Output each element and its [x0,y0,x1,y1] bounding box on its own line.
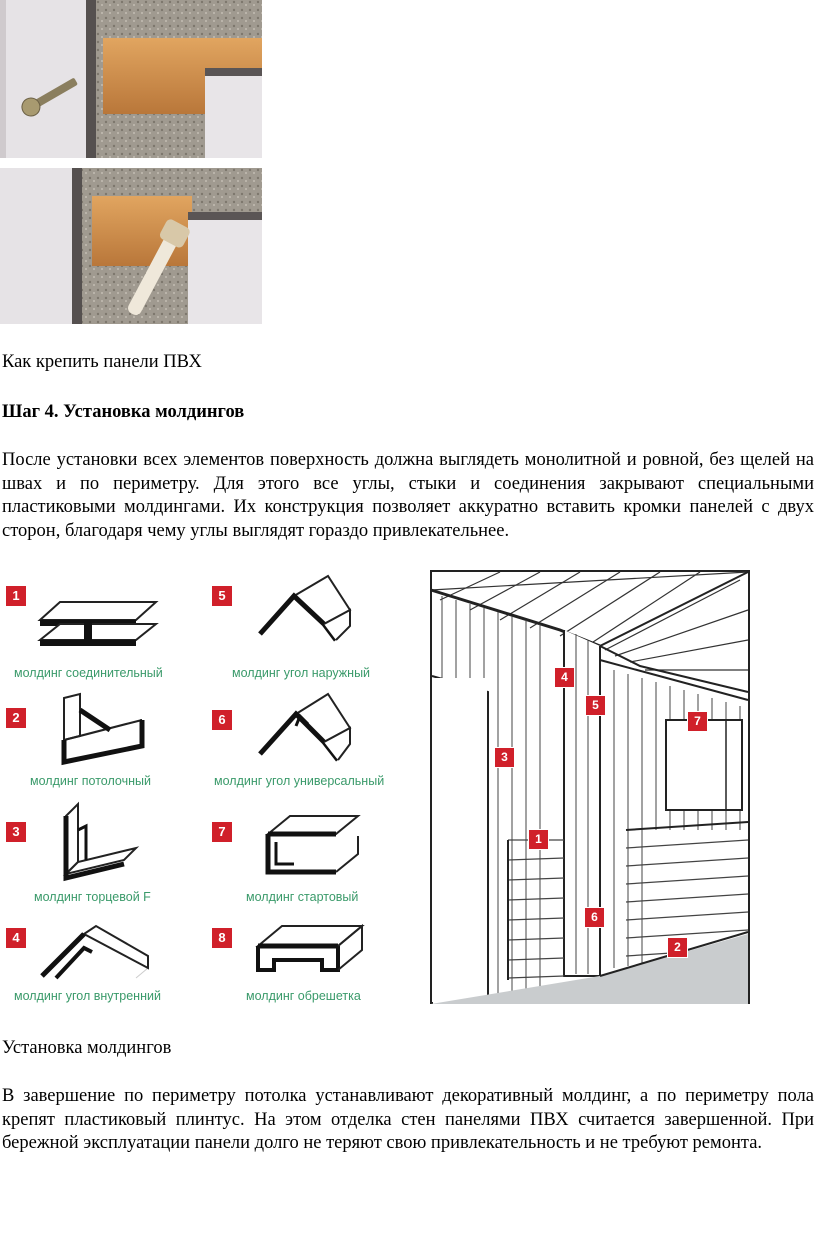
molding-label-1: молдинг соединительный [14,666,163,680]
molding-inner-corner-icon [36,922,156,986]
molding-badge-1: 1 [6,586,26,606]
room-marker-5: 5 [585,695,606,716]
room-marker-4: 4 [554,667,575,688]
molding-label-3: молдинг торцевой F [34,890,151,904]
molding-label-5: молдинг угол наружный [232,666,371,680]
room-marker-1: 1 [528,829,549,850]
molding-end-f-icon [60,800,140,882]
molding-badge-7: 7 [212,822,232,842]
molding-label-8: молдинг обрешетка [246,989,361,1003]
room-marker-3: 3 [494,747,515,768]
molding-universal-corner-icon [256,690,356,774]
molding-badge-5: 5 [212,586,232,606]
molding-badge-2: 2 [6,708,26,728]
room-marker-6: 6 [584,907,605,928]
molding-outer-corner-icon [256,574,356,654]
molding-starter-icon [262,812,366,882]
molding-batten-icon [252,918,368,982]
photo-screw-fixing [0,0,262,158]
room-marker-7: 7 [687,711,708,732]
molding-label-7: молдинг стартовый [246,890,359,904]
molding-badge-3: 3 [6,822,26,842]
molding-label-6: молдинг угол универсальный [214,774,385,788]
molding-ceiling-icon [40,690,150,770]
photo-stapler-fixing [0,168,262,324]
room-installation-illustration [430,570,750,1004]
molding-label-4: молдинг угол внутренний [14,989,161,1003]
paragraph-conclusion: В завершение по периметру потолка устанавливают декоративный молдинг, а по периметру пола крепят пластиковый плинтус. На этом отделка стен панелями ПВХ считается завершенной. При бережной эксплуатации панели долго не теряют свою привлекательность и не требуют ремонта. [2,1086,814,1153]
molding-label-2: молдинг потолочный [30,774,151,788]
molding-badge-6: 6 [212,710,232,730]
caption-panels: Как крепить панели ПВХ [2,352,202,372]
molding-connecting-icon [36,596,166,656]
molding-badge-4: 4 [6,928,26,948]
step4-heading: Шаг 4. Установка молдингов [2,402,245,422]
paragraph-intro: После установки всех элементов поверхность должна выглядеть монолитной и ровной, без щелей на швах и по периметру. Для этого все углы, стыки и соединения закрывают специальными пластиковыми молдингами. Их конструкция позволяет аккуратно вставить кромки панелей с двух сторон, благодаря чему углы выглядят гораздо привлекательнее. [2,450,814,541]
caption-moldings: Установка молдингов [2,1038,172,1058]
room-marker-2: 2 [667,937,688,958]
molding-badge-8: 8 [212,928,232,948]
